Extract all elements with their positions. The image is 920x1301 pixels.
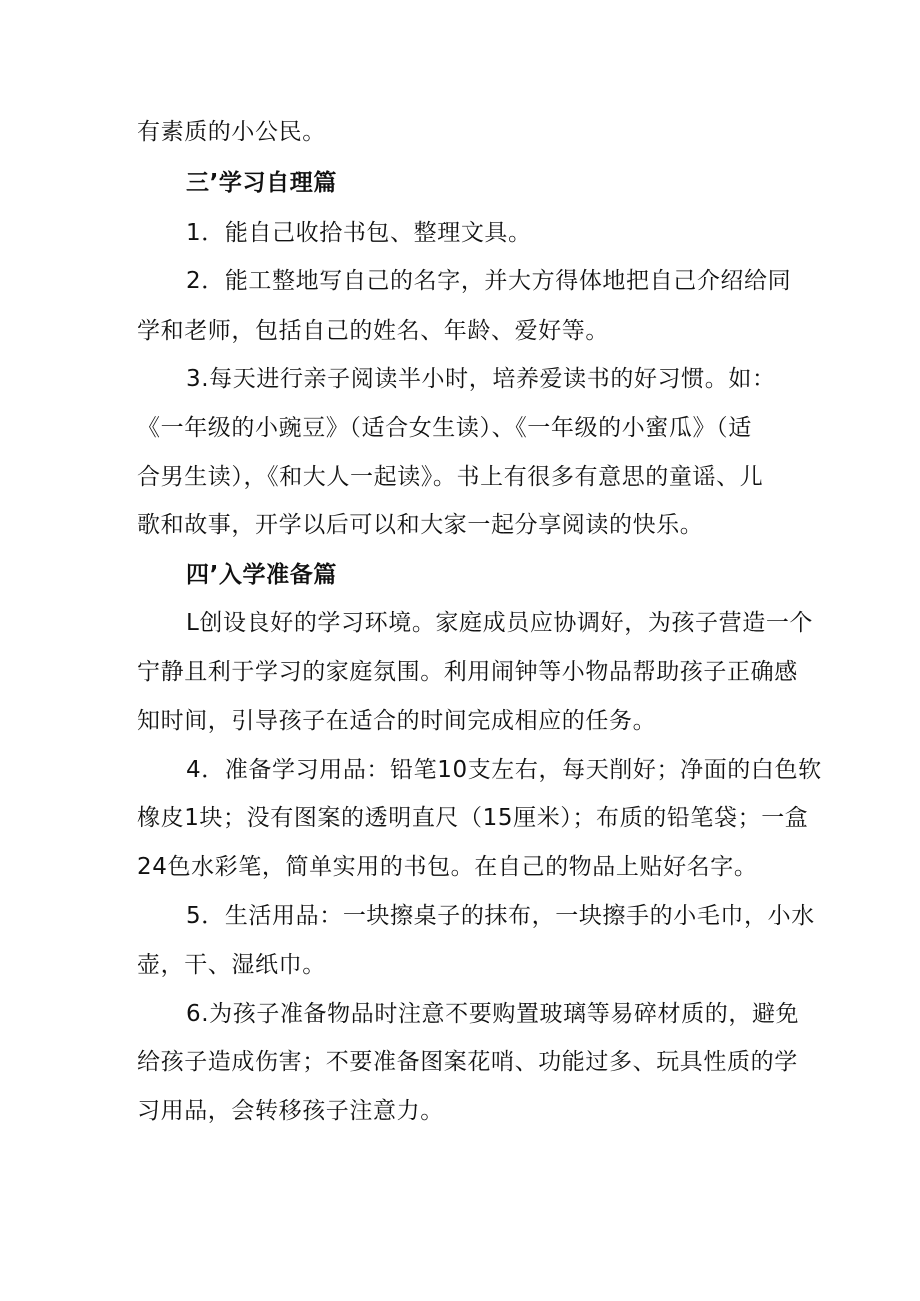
text-line-18: 壶，干、湿纸巾。 [137, 952, 326, 978]
text-line-12: 宁静且利于学习的家庭氛围。利用闹钟等小物品帮助孩子正确感 [137, 659, 798, 685]
text-line-21: 习用品，会转移孩子注意力。 [137, 1098, 444, 1124]
text-line-15: 橡皮1块；没有图案的透明直尺（15厘米）；布质的铅笔袋；一盒 [137, 805, 809, 831]
text-line-6: 3.每天进行亲子阅读半小时，培养爱读书的好习惯。如： [186, 366, 776, 392]
text-line-5: 学和老师，包括自己的姓名、年龄、爱好等。 [137, 318, 609, 344]
text-line-1: 有素质的小公民。 [137, 119, 326, 145]
text-line-7: 《一年级的小豌豆》（适合女生读）、《一年级的小蜜瓜》（适 [137, 415, 752, 441]
text-line-14: 4．准备学习用品：铅笔10支左右，每天削好；净面的白色软 [186, 757, 822, 783]
text-line-20: 给孩子造成伤害；不要准备图案花哨、功能过多、玩具性质的学 [137, 1049, 798, 1075]
text-line-9: 歌和故事，开学以后可以和大家一起分享阅读的快乐。 [137, 512, 704, 538]
text-line-11: L创设良好的学习环境。家庭成员应协调好，为孩子营造一个 [186, 610, 814, 636]
section-heading-4: 四’入学准备篇 [186, 562, 337, 588]
text-line-16: 24色水彩笔，简单实用的书包。在自己的物品上贴好名字。 [137, 854, 758, 880]
text-line-3: 1．能自己收拾书包、整理文具。 [186, 220, 532, 246]
text-line-13: 知时间，引导孩子在适合的时间完成相应的任务。 [137, 708, 657, 734]
text-line-4: 2．能工整地写自己的名字，并大方得体地把自己介绍给同 [186, 268, 792, 294]
text-line-8: 合男生读），《和大人一起读》。书上有很多有意思的童谣、儿 [137, 464, 764, 490]
text-line-17: 5．生活用品：一块擦桌子的抹布，一块擦手的小毛巾，小水 [186, 903, 815, 929]
section-heading-3: 三’学习自理篇 [186, 170, 337, 196]
text-line-19: 6.为孩子准备物品时注意不要购置玻璃等易碎材质的，避免 [186, 1001, 800, 1027]
